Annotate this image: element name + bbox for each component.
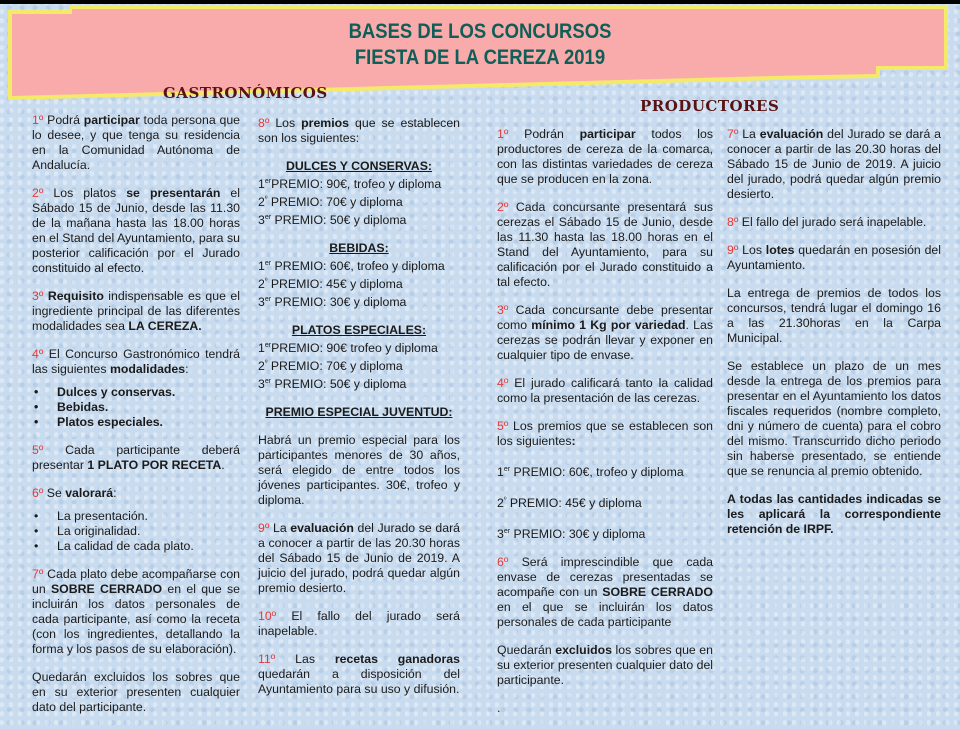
prize-text: PREMIO: 50€ y diploma [271, 377, 407, 391]
paragraph [32, 567, 240, 657]
paragraph-text: Habrá un premio especial para los participantes menores de 30 años, será elegido de entre todos los jóvenes participantes. 30€, trofeo y diploma. [258, 433, 460, 507]
paragraph-text: Podrá [43, 113, 84, 127]
paragraph-text: del Jurado se dará a conocer a partir de las 20.30 horas del Sábado 15 de Junio de 2019. A juicio del jurado, podrá quedar algún premio desierto. [258, 521, 460, 595]
paragraph [32, 486, 240, 501]
prize-rank-suffix: er [503, 466, 511, 473]
prize-line [497, 462, 713, 480]
paragraph-text: Los premios que se establecen son los siguientes [497, 419, 713, 448]
prize-category-heading: PREMIO ESPECIAL JUVENTUD: [265, 405, 453, 419]
prize-rank-suffix: er [264, 378, 272, 385]
paragraph-text: SOBRE CERRADO [602, 585, 713, 599]
column-productores-1 [497, 127, 713, 729]
prize-category-heading: BEBIDAS: [329, 241, 389, 255]
paragraph-text: Se [43, 486, 66, 500]
list-item: • La originalidad. [32, 524, 240, 539]
paragraph [727, 286, 941, 346]
prize-line [258, 374, 460, 392]
paragraph-text: el Sábado 15 de Junio, desde las 11.30 de la mañana hasta las 18.00 horas en el Stand del Ayuntamiento, para su posterior calificación por el Jurado constituido al efecto. [32, 186, 240, 275]
paragraph-text: Quedarán excluidos los sobres que en su exterior presenten cualquier dato del participante. [32, 670, 240, 714]
prize-rank-suffix: er [264, 260, 272, 267]
paragraph [497, 701, 713, 716]
paragraph [32, 347, 240, 377]
paragraph-text: valorará [65, 486, 114, 500]
paragraph-text: : [113, 486, 117, 500]
paragraph-text: del Jurado se dará a conocer a partir de las 20.30 horas del Sábado 15 de Junio de 2019. A juicio del jurado, podrá quedar algún premio desierto. [727, 127, 942, 201]
prize-rank-suffix: er [264, 178, 272, 185]
prize-line [258, 356, 460, 374]
paragraph [32, 186, 240, 276]
prize-rank-suffix: º [264, 360, 268, 367]
paragraph [258, 652, 460, 697]
paragraph-text: toda persona que lo desee, y que tenga su residencia en la Comunidad Autónoma de Andalucía. [32, 113, 240, 172]
paragraph-text: Los [269, 116, 302, 130]
clause-number: 7º [32, 567, 44, 581]
paragraph [497, 555, 713, 630]
prize-text: PREMIO: 50€ y diploma [271, 213, 407, 227]
paragraph [497, 127, 713, 187]
paragraph-text: Cada participante deberá presentar [32, 443, 240, 472]
paragraph-text: La [738, 127, 760, 141]
section-heading-productores: PRODUCTORES [640, 97, 780, 115]
clause-number: 8º [727, 215, 739, 229]
prize-text: PREMIO: 70€ y diploma [267, 195, 403, 209]
paragraph-text: : [571, 434, 576, 448]
paragraph-text: participar [579, 127, 636, 141]
paragraph-text: quedarán a disposición del Ayuntamiento para su uso y difusión. [258, 667, 460, 696]
paragraph [727, 215, 941, 230]
prize-text: PREMIO: 30€ y diploma [510, 527, 646, 541]
list-item: • Dulces y conservas. [32, 385, 240, 400]
prize-rank: 3 [258, 213, 265, 227]
paragraph-text: : [185, 362, 189, 376]
clause-number: 4º [32, 347, 44, 361]
prize-text: PREMIO: 90€, trofeo y diploma [271, 177, 442, 191]
prize-rank: 1 [258, 341, 265, 355]
clause-number: 6º [32, 486, 44, 500]
prize-text: PREMIO: 90€ trofeo y diploma [271, 341, 438, 355]
paragraph-text: La entrega de premios de todos los concursos, tendrá lugar el domingo 16 a las 21.30horas en la Carpa Municipal. [727, 286, 941, 345]
paragraph-text: modalidades [109, 362, 186, 376]
clause-number: 4º [497, 376, 509, 390]
prize-text: PREMIO: 70€ y diploma [267, 359, 403, 373]
paragraph-text: Se establece un plazo de un mes desde la entrega de los premios para presentar en el Ayuntamiento los datos fiscales requeridos (nombre completo, dni y número de cuenta) para el cobro del mismo. Transcurrido dicho periodo sin haberse presentado, se entiende que se renuncia al premio obtenido. [727, 359, 941, 478]
prize-text: PREMIO: 45€ y diploma [267, 277, 403, 291]
paragraph-text: Los platos [43, 186, 127, 200]
prize-text: PREMIO: 60€, trofeo y diploma [271, 259, 445, 273]
paragraph [497, 200, 713, 290]
clause-number: 3º [32, 289, 44, 303]
clause-number: 11º [258, 652, 276, 666]
prize-rank: 2 [258, 277, 265, 291]
paragraph [727, 243, 941, 273]
paragraph-text: El fallo del jurado será inapelable. [738, 215, 927, 229]
paragraph-text: premios [301, 116, 350, 130]
prize-line [497, 524, 713, 542]
list-item: • La calidad de cada plato. [32, 539, 240, 554]
paragraph-text: El Concurso Gastronómico tendrá las siguientes [32, 347, 240, 376]
paragraph-text: El jurado calificará tanto la calidad como la presentación de las cerezas. [497, 376, 713, 405]
clause-number: 5º [32, 443, 44, 457]
section-heading-gastronomicos: GASTRONÓMICOS [163, 84, 328, 102]
paragraph-text: Cada plato debe acompañarse con un [32, 567, 240, 596]
paragraph [727, 127, 941, 202]
paragraph [32, 443, 240, 473]
paragraph-text: lotes [765, 243, 795, 257]
prize-line [497, 493, 713, 511]
clause-number: 2º [497, 200, 509, 214]
paragraph [497, 303, 713, 363]
paragraph-text: LA CEREZA. [128, 319, 202, 333]
paragraph-text: 1 PLATO POR RECETA [87, 458, 222, 472]
prize-text: PREMIO: 30€ y diploma [271, 295, 407, 309]
prize-rank: 1 [497, 465, 504, 479]
clause-number: 7º [727, 127, 739, 141]
bullet-list [32, 385, 240, 430]
paragraph-text: los sobres que en su exterior presenten cualquier dato del participante. [497, 643, 714, 687]
prize-rank-suffix: er [264, 296, 272, 303]
title-line-1: BASES DE LOS CONCURSOS [348, 20, 612, 43]
prize-rank: 2 [497, 496, 504, 510]
paragraph-text: participar [83, 113, 140, 127]
paragraph-text: evaluación [759, 127, 824, 141]
prize-rank: 1 [258, 259, 265, 273]
clause-number: 5º [497, 419, 509, 433]
paragraph-text: que se establecen son los siguientes: [258, 116, 460, 145]
clause-number: 2º [32, 186, 44, 200]
paragraph-text: indispensable es que el ingrediente principal de las diferentes modalidades sea [32, 289, 240, 333]
paragraph-text: Cada concursante debe presentar como [497, 303, 713, 332]
paragraph [32, 670, 240, 715]
paragraph-text: . [221, 458, 225, 472]
clause-number: 8º [258, 116, 270, 130]
prize-rank-suffix: er [264, 342, 272, 349]
prize-rank: 2 [258, 195, 265, 209]
prize-line [258, 192, 460, 210]
paragraph [497, 376, 713, 406]
paragraph-text: Las [275, 652, 335, 666]
list-item: • La presentación. [32, 509, 240, 524]
column-productores-2 [727, 127, 941, 550]
prize-rank: 3 [258, 377, 265, 391]
column-gastronomicos-1 [32, 113, 240, 728]
prize-rank-suffix: º [264, 196, 268, 203]
paragraph-text: evaluación [290, 521, 354, 535]
paragraph-text: SOBRE CERRADO [50, 582, 163, 596]
clause-number: 1º [32, 113, 44, 127]
paragraph-text: Podrán [508, 127, 580, 141]
prize-rank: 1 [258, 177, 265, 191]
paragraph-text: Cada concursante presentará sus cerezas el Sábado 15 de Junio, desde las 11.30 hasta las 18.00 horas en el Stand del Ayuntamiento, para su calificación por el Jurado constituido a tal efecto. [497, 200, 713, 289]
paragraph-text: se presentarán [126, 186, 221, 200]
paragraph-text: . Las cerezas se podrán llevar y exponer en cualquier tipo de envase. [497, 318, 713, 362]
prize-rank-suffix: er [264, 214, 272, 221]
paragraph-text: excluidos [555, 643, 612, 657]
prize-category-heading: DULCES Y CONSERVAS: [285, 159, 432, 173]
prize-line [258, 256, 460, 274]
prize-rank: 3 [497, 527, 504, 541]
prize-rank-suffix: º [264, 278, 268, 285]
paragraph [32, 113, 240, 173]
prize-rank: 3 [258, 295, 265, 309]
paragraph [497, 419, 713, 449]
bullet-list [32, 509, 240, 554]
paragraph-text: todos los productores de cereza de la comarca, con las distintas variedades de cereza que se producen en la zona. [497, 127, 713, 186]
paragraph-text: Requisito [47, 289, 104, 303]
paragraph [258, 521, 460, 596]
paragraph-text: A todas las cantidades indicadas se les aplicará la correspondiente retención de IRPF. [727, 492, 941, 536]
clause-number: 6º [497, 555, 509, 569]
prize-rank: 2 [258, 359, 265, 373]
prize-line [258, 292, 460, 310]
prize-rank-suffix: er [503, 528, 511, 535]
clause-number: 3º [497, 303, 509, 317]
prize-line [258, 338, 460, 356]
paragraph-text: Quedarán [497, 643, 556, 657]
prize-text: PREMIO: 60€, trofeo y diploma [510, 465, 684, 479]
prize-category-heading: PLATOS ESPECIALES: [291, 323, 427, 337]
clause-number: 10º [258, 609, 277, 623]
paragraph-text: quedarán en posesión del Ayuntamiento. [727, 243, 941, 272]
paragraph [258, 433, 460, 508]
paragraph-text: Los [738, 243, 766, 257]
paragraph-text: El fallo del jurado será inapelable. [258, 609, 460, 638]
paragraph-text: recetas ganadoras [334, 652, 460, 666]
paragraph-text: La [269, 521, 291, 535]
paragraph-text: en el que se incluirán los datos personales de cada participante [497, 600, 713, 629]
paragraph [497, 643, 713, 688]
paragraph [258, 116, 460, 146]
list-item: • Bebidas. [32, 400, 240, 415]
column-gastronomicos-2 [258, 116, 460, 710]
paragraph [727, 492, 941, 537]
prize-line [258, 274, 460, 292]
paragraph [32, 289, 240, 334]
clause-number: 9º [258, 521, 270, 535]
paragraph [258, 609, 460, 639]
title-line-2: FIESTA DE LA CEREZA 2019 [354, 46, 606, 69]
clause-number: 9º [727, 243, 739, 257]
clause-number: 1º [497, 127, 509, 141]
paragraph-text: mínimo 1 Kg por variedad [531, 318, 686, 332]
prize-rank-suffix: º [503, 497, 507, 504]
paragraph-text: en el que se incluirán los datos personales de cada participante, así como la receta (con los ingredientes, detallando la forma y los pasos de su elaboración). [32, 582, 240, 656]
prize-line [258, 174, 460, 192]
paragraph-text: . [497, 701, 501, 715]
list-item: • Platos especiales. [32, 415, 240, 430]
prize-line [258, 210, 460, 228]
prize-text: PREMIO: 45€ y diploma [506, 496, 642, 510]
paragraph-text: Será imprescindible que cada envase de cerezas presentadas se acompañe con un [497, 555, 713, 599]
paragraph [727, 359, 941, 479]
